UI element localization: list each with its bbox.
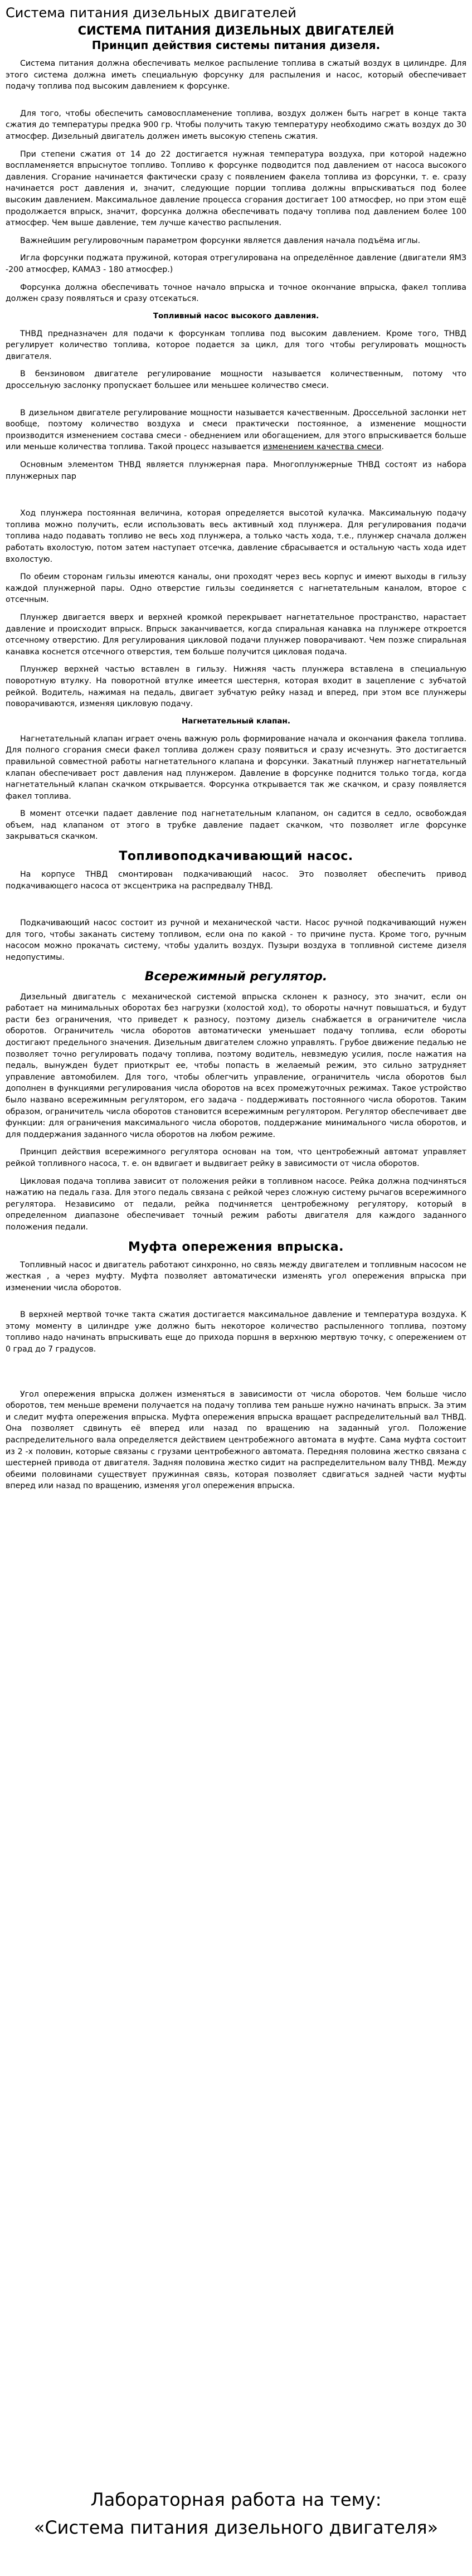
- quality-change-term: изменением качества смеси: [262, 443, 382, 452]
- main-heading: СИСТЕМА ПИТАНИЯ ДИЗЕЛЬНЫХ ДВИГАТЕЛЕЙ: [77, 24, 395, 37]
- coupling-paragraph: Топливный насос и двигатель работают синхронно, но связь между двигателем и топливным насосом не жесткая , а через муфту. Муфта позволяет автоматически изменять угол опережения впрыска при изменении числа оборотов.: [6, 1260, 466, 1292]
- coupling-paragraph: В верхней мертвой точке такта сжатия достигается максимальное давление и температура воздуха. К этому моменту в цилиндре уже должно быть некоторое количество распыленного топлива, поэтому топливо надо начинать впрыскивать еще до прихода поршня в верхнюю мертвую точку, с опережением от 0 град до 7 градусов.: [6, 1310, 466, 1354]
- pump-heading: Топливный насос высокого давления.: [153, 311, 319, 320]
- intro-paragraph: Игла форсунки поджата пружиной, которая отрегулирована на определённое давление (двигатели ЯМЗ -200 атмосфер, КАМАЗ - 180 атмосфер.): [6, 254, 466, 274]
- valve-paragraph: Нагнетательный клапан играет очень важную роль формирование начала и окончания факела топлива. Для полного сгорания смеси факел топлива должен сразу появиться и сразу исчезнуть. Это достигается правильной совместной работы нагнетательного клапана и форсунки. Закатный плунжер нагнетательный клапан обеспечивает рост давления над плунжером. Давление в форсунке поднится только тогда, когда нагнетательный клапан скачком открывается. Форсунка открывается так же скачком, и сразу появляется факел топлива.: [6, 734, 466, 801]
- booster-paragraph: На корпусе ТНВД смонтирован подкачивающий насос. Это позволяет обеспечить привод подкачивающего насоса от эксцентрика на распредвалу ТНВД.: [6, 870, 466, 891]
- valve-heading: Нагнетательный клапан.: [181, 716, 291, 726]
- sleeve-channels-paragraph: По обеим сторонам гильзы имеются каналы, они проходят через весь корпус и имеют выходы в гильзу каждой плунжерной пары. Одно отверстие гильзы соединяется с нагнетательным каналом, второе с отсечным.: [6, 572, 466, 605]
- plunger-pair-paragraph: Основным элементом ТНВД является плунжерная пара. Многоплунжерные ТНВД состоят из набора плунжерных пар: [6, 460, 466, 481]
- plunger-motion-paragraph: Плунжер двигается вверх и верхней кромкой перекрывает нагнетательное пространство, нарастает давление и происходит впрыск. Впрыск заканчивается, когда спиральная канавка на плунжере откроется отсечному отверстию. Для регулирования цикловой подачи плунжер поворачивают. Чем позже спиральная канавка коснется отсечного отверстия, тем больше получится цикловая подача.: [6, 613, 466, 657]
- intro-paragraph: Форсунка должна обеспечивать точное начало впрыска и точное окончание впрыска, факел топлива должен сразу появляться и сразу отсекаться.: [6, 283, 466, 304]
- booster-paragraph: Подкачивающий насос состоит из ручной и механической части. Насос ручной подкачивающий нужен для того, чтобы заканать систему топливом, если она по какой - то причине пуста. Кроме того, ручным насосом можно прокачать систему, чтобы удалить воздух. Пузыри воздуха в топливной системе дизеля недопустимы.: [6, 918, 466, 963]
- pump-quality-paragraph: [6, 407, 466, 453]
- intro-paragraph: При степени сжатия от 14 до 22 достигается нужная температура воздуха, при которой надежно воспламеняется впрыснутое топливо. Топливо к форсунке подводится под давлением от насоса высокого давления. Сгорание начинается фактически сразу с появлением факела топлива из форсунки, т. е. сразу начинается рост давления и, значит, следующие порции топлива должны впрыскиваться под более высоким давлением. Максимальное давление процесса сгорания достигает 100 атмосфер, но при этом ещё продолжается впрыск, значит, форсунка должна обеспечивать подачу топлива под давлением более 100 атмосфер. Чем выше давление, тем лучше качество распыления.: [6, 149, 466, 228]
- intro-paragraph: Система питания должна обеспечивать мелкое распыление топлива в сжатый воздух в цилиндре. Для этого система должна иметь специальную форсунку для распыления и насос, который обеспечивает подачу топлива под высоким давлением к форсунке.: [6, 59, 466, 91]
- lab-work-line: Лабораторная работа на тему:: [90, 2489, 382, 2510]
- lab-work-title: [6, 2486, 466, 2541]
- lab-work-topic: «Система питания дизельного двигателя»: [33, 2517, 439, 2538]
- principle-heading: Принцип действия системы питания дизеля.: [91, 38, 381, 52]
- pump-paragraph: ТНВД предназначен для подачи к форсункам топлива под высоким давлением. Кроме того, ТНВД регулирует количество топлива, которое подается за цикл, для того чтобы регулировать мощность двигателя.: [6, 329, 466, 361]
- governor-paragraph: Дизельный двигатель с механической системой впрыска склонен к разносу, это значит, если он работает на минимальных оборотах без нагрузки (холостой ход), то обороты начнут повышаться, и будут расти без ограничения, что приведет к разносу, поэтому дизель снабжается в ограничителе числа оборотов. Ограничитель числа оборотов автоматически уменьшает подачу топлива, если обороты достигают предельного значения. Дизельным двигателем сложно управлять. Грубое движение педалью не позволяет точно регулировать подачу топлива, поэтому водитель, невзмедую усилия, после нажатия на педаль, вынужден будет приоткрыт ее, чтобы попасть в желаемый режим, это сильно затрудняет управление автомобилем. Для того, чтобы облегчить управление, ограничитель числа оборотов был дополнен в функциями регулирования числа оборотов на всех промежуточных режимах. Такое устройство было названо всережимным регулятором, его задача - поддерживать постоянного числа оборотов. Таким образом, ограничитель числа оборотов становится всережимным регулятором. Регулятор обеспечивает две функции: для ограничения максимального числа оборотов, поддержание минимального числа оборотов, и для поддержания заданного числа оборотов на любом режиме.: [6, 992, 466, 1139]
- governor-paragraph: Принцип действия всережимного регулятора основан на том, что центробежный автомат управляет рейкой топливного насоса, т. е. он вдвигает и выдвигает рейку в зависимости от числа оборотов.: [6, 1148, 466, 1168]
- pump-paragraph: В бензиновом двигателе регулирование мощности называется количественным, потому что дроссельную заслонку пропускает большее или меньшее количество смеси.: [6, 370, 466, 391]
- document-title: Система питания дизельных двигателей: [6, 5, 296, 21]
- plunger-stroke-paragraph: Ход плунжера постоянная величина, которая определяется высотой кулачка. Максимальную подачу топлива можно получить, если использовать весь активный ход плунжера. Для регулирования подачи топлива надо подавать топливо не весь ход плунжера, а только часть хода, т.е., плунжер сначала должен работать вхолостую, потом затем наступает отсечка, давление сбрасывается и остальную часть хода идет вхолостую.: [6, 509, 466, 564]
- booster-pump-heading: Топливоподкачивающий насос.: [119, 849, 353, 864]
- valve-paragraph: В момент отсечки падает давление под нагнетательным клапаном, он садится в седло, освобождая объем, над клапаном от этого в трубке давление падает скачком, что позволяет игле форсунке закрываться скачком.: [6, 809, 466, 842]
- coupling-paragraph: Угол опережения впрыска должен изменяться в зависимости от числа оборотов. Чем больше число оборотов, тем меньше времени получается на подачу топлива тем раньше нужно начинать впрыск. За этим и следит муфта опережения впрыска. Муфта опережения впрыска вращает распределительный вал ТНВД. Она позволяет сдвинуть её вперед или назад по вращению на заданный угол. Положение распределительного вала определяется действием центробежного автомата в муфте. Сама муфта состоит из 2 -х половин, которые связаны с грузами центробежного автомата. Передняя половина жестко связана с шестерней привода от двигателя. Задняя половина жестко сидит на распределительном валу ТНВД. Между обеими половинами существует пружинная связь, которая позволяет сдвигаться задней части муфты вперед или назад по вращению, изменяя угол опережения впрыска.: [6, 1389, 466, 1491]
- intro-paragraph: Важнейшим регулировочным параметром форсунки является давления начала подъёма иглы.: [20, 236, 421, 245]
- governor-paragraph: Цикловая подача топлива зависит от положения рейки в топливном насосе. Рейка должна подчиняться нажатию на педаль газа. Для этого педаль связана с рейкой через сложную систему рычагов всережимного регулятора. Независимо от педали, рейка подчиняется центробежному регулятору, который в определенном диапазоне обеспечивает точный режим работы двигателя для каждого заданного положения педали.: [6, 1177, 466, 1232]
- intro-paragraph: Для того, чтобы обеспечить самовоспламенение топлива, воздух должен быть нагрет в конце такта сжатия до температуры предка 900 гр. Чтобы получить такую температуру необходимо сжать воздух до 30 атмосфер. Дизельный двигатель должен иметь высокую степень сжатия.: [6, 109, 466, 141]
- governor-heading: Всережимный регулятор.: [144, 969, 328, 984]
- plunger-rotation-paragraph: Плунжер верхней частью вставлен в гильзу. Нижняя часть плунжера вставлена в специальную поворотную втулку. На поворотной втулке имеется шестерня, которая входит в зацепление с зубчатой рейкой. Водитель, нажимая на педаль, двигает зубчатую рейку назад и вперед, при этом все плунжеры поворачиваются, изменяя цикловую подачу.: [6, 665, 466, 709]
- pump-quality-end: .: [381, 443, 385, 452]
- coupling-heading: Муфта опережения впрыска.: [128, 1240, 344, 1254]
- pump-quality-text: В дизельном двигателе регулирование мощности называется качественным. Дроссельной заслонки нет вообще, поэтому количество воздуха и смеси практически постоянное, а изменение мощности производится изменением состава смеси - обеднением или обогащением, для этого впрыскивается больше или меньше количества топлива. Такой процесс называется: [6, 408, 466, 452]
